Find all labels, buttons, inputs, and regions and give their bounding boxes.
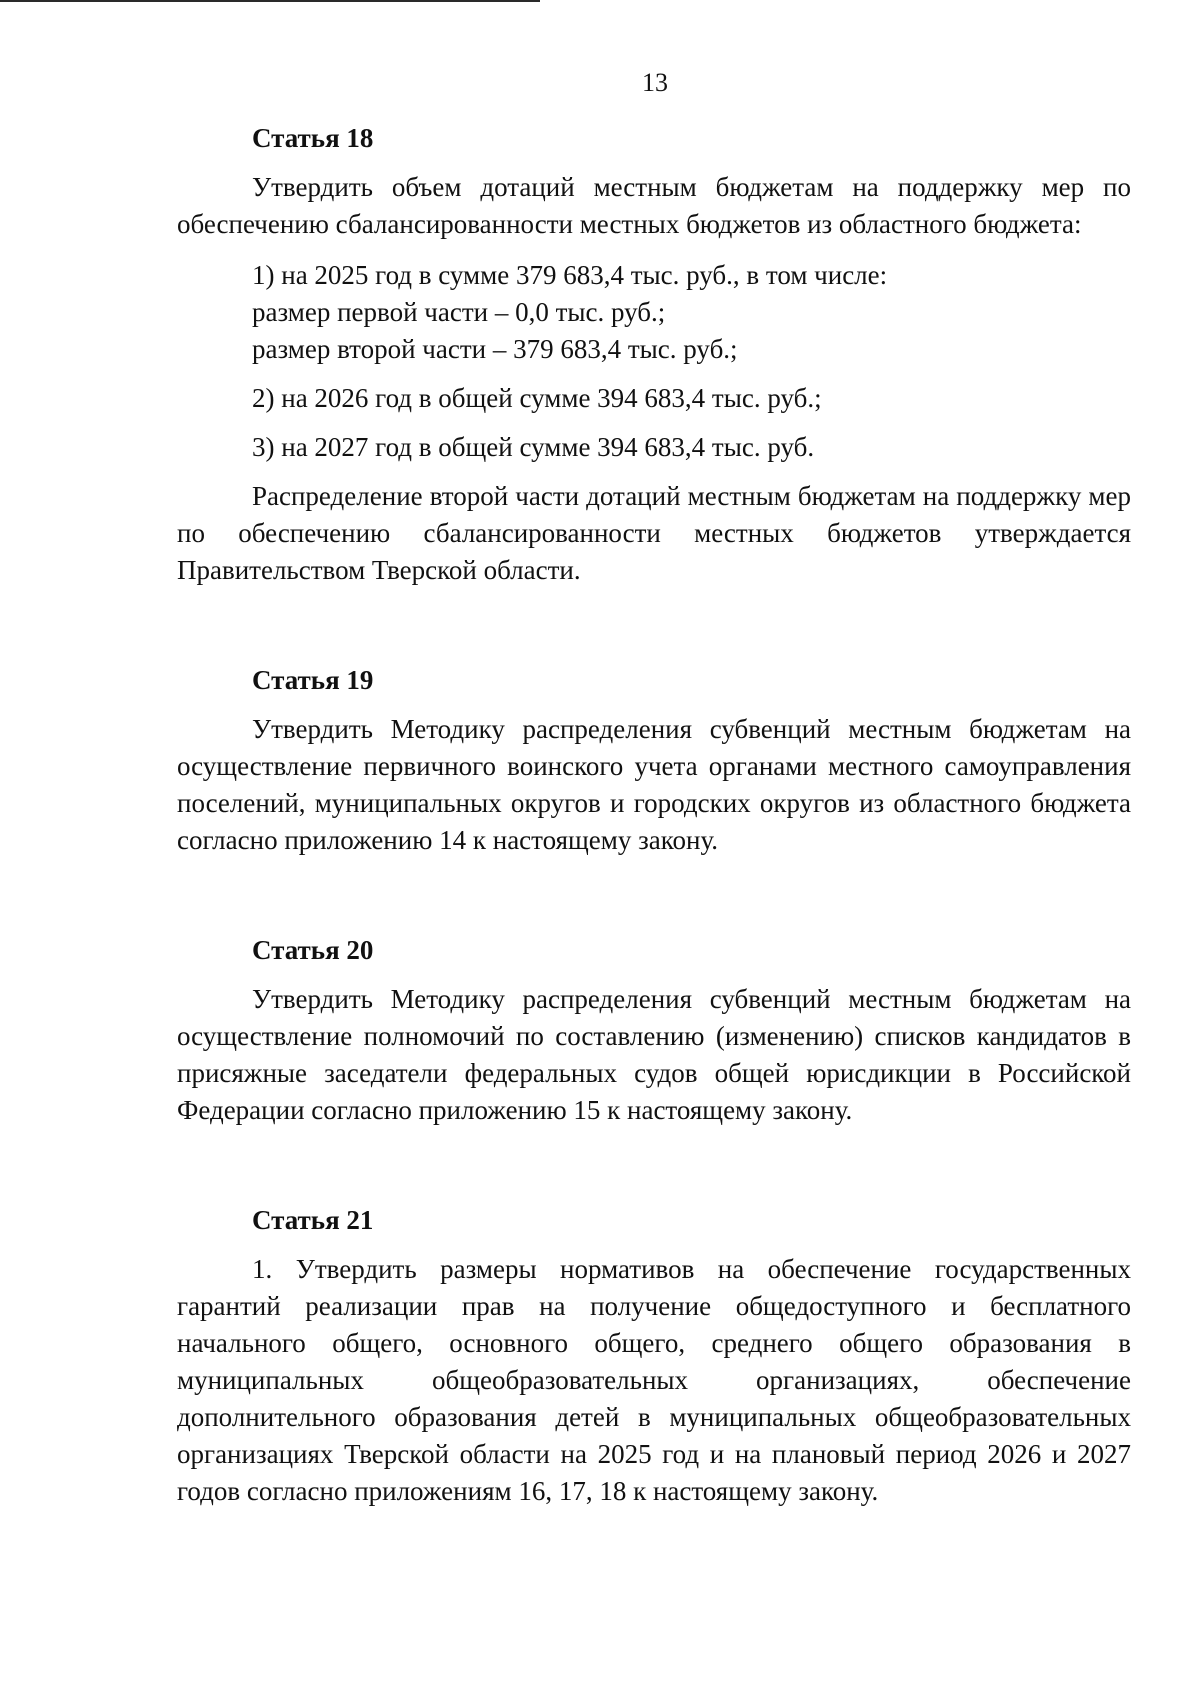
article-paragraph: Утвердить объем дотаций местным бюджетам на поддержку мер по обеспечению сбалансированности местных бюджетов из областного бюджета: xyxy=(177,172,1131,239)
article-20 xyxy=(177,932,1131,1129)
article-heading: Статья 19 xyxy=(252,665,374,695)
page-number: 13 xyxy=(642,68,668,97)
list-subitem: размер второй части – 379 683,4 тыс. руб.; xyxy=(252,334,738,364)
article-paragraph: Утвердить Методику распределения субвенций местным бюджетам на осуществление полномочий по составлению (изменению) списков кандидатов в присяжные заседатели федеральных судов общей юрисдикции в Российской Федерации согласно приложению 15 к настоящему закону. xyxy=(177,984,1131,1125)
list-item: 2) на 2026 год в общей сумме 394 683,4 тыс. руб.; xyxy=(252,383,822,413)
top-rule xyxy=(0,0,540,2)
article-heading: Статья 20 xyxy=(252,935,374,965)
article-21 xyxy=(177,1202,1131,1510)
article-heading: Статья 21 xyxy=(252,1205,374,1235)
article-paragraph: 1. Утвердить размеры нормативов на обеспечение государственных гарантий реализации прав на получение общедоступного и бесплатного начального общего, основного общего, среднего общего образования в муниципальных общеобразовательных организациях, обеспечение дополнительного образования детей в муниципальных общеобразовательных организациях Тверской области на 2025 год и на плановый период 2026 и 2027 годов согласно приложениям 16, 17, 18 к настоящему закону. xyxy=(177,1254,1131,1506)
list-item: 1) на 2025 год в сумме 379 683,4 тыс. руб., в том числе: xyxy=(252,260,888,290)
article-paragraph: Утвердить Методику распределения субвенций местным бюджетам на осуществление первичного воинского учета органами местного самоуправления поселений, муниципальных округов и городских округов из областного бюджета согласно приложению 14 к настоящему закону. xyxy=(177,714,1131,855)
article-18 xyxy=(177,120,1131,589)
list-item: 3) на 2027 год в общей сумме 394 683,4 тыс. руб. xyxy=(252,432,815,462)
article-paragraph: Распределение второй части дотаций местным бюджетам на поддержку мер по обеспечению сбалансированности местных бюджетов утверждается Правительством Тверской области. xyxy=(177,481,1131,585)
article-19 xyxy=(177,662,1131,859)
list-subitem: размер первой части – 0,0 тыс. руб.; xyxy=(252,297,666,327)
document-body xyxy=(177,120,1131,1583)
article-heading: Статья 18 xyxy=(252,123,374,153)
